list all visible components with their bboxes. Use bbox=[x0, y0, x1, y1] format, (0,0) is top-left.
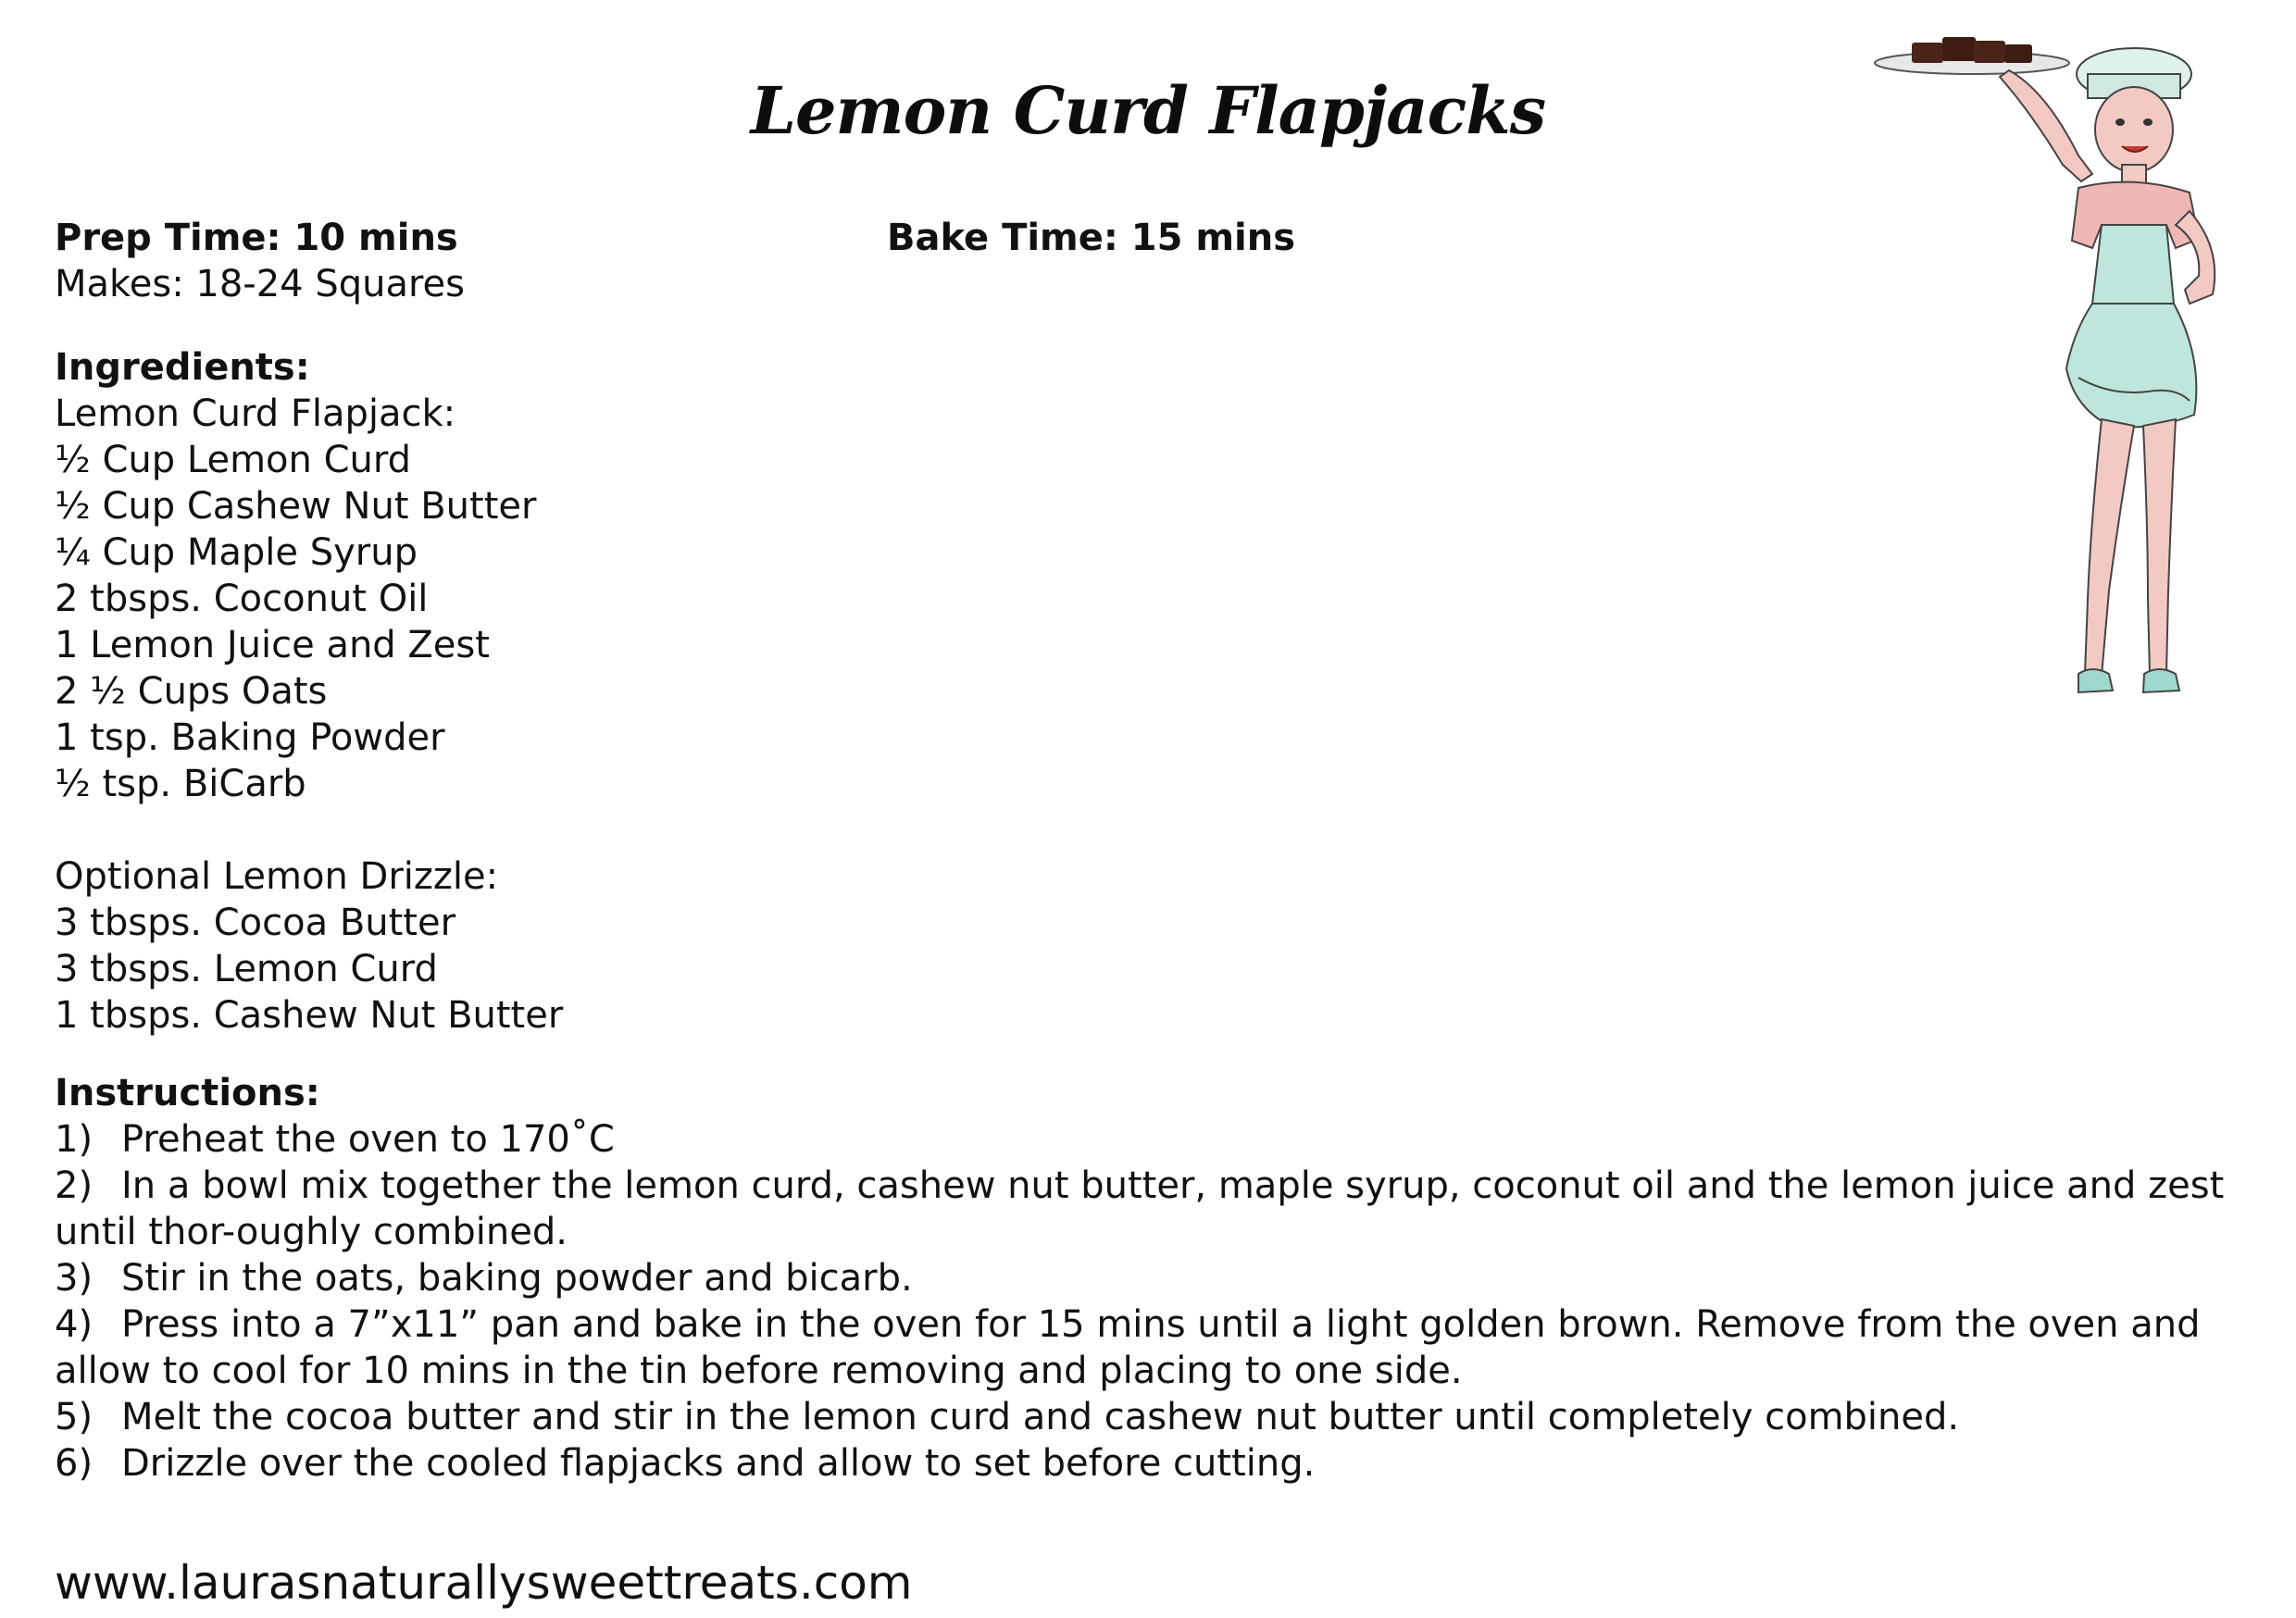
drizzle-item: 3 tbsps. Lemon Curd bbox=[55, 948, 438, 990]
step-number: 5) bbox=[55, 1396, 94, 1438]
instruction-step bbox=[55, 1301, 2267, 1394]
drizzle-subheading: Optional Lemon Drizzle: bbox=[55, 855, 499, 898]
step-text: Drizzle over the cooled flapjacks and allow to set before cutting. bbox=[121, 1442, 1316, 1485]
drizzle-item: 3 tbsps. Cocoa Butter bbox=[55, 902, 456, 944]
brownie-icon bbox=[1974, 41, 2005, 63]
step-text: Press into a 7”x11” pan and bake in the oven for 15 mins until a light golden brown. Remove from the oven and allow to cool for 10 mins in the tin before removing and placing to one side. bbox=[55, 1303, 2201, 1392]
ingredients-heading: Ingredients: bbox=[55, 346, 310, 389]
step-text: Stir in the oats, baking powder and bicarb. bbox=[121, 1257, 913, 1300]
step-text: Melt the cocoa butter and stir in the lemon curd and cashew nut butter until completely combined. bbox=[121, 1396, 1960, 1438]
brownie-icon bbox=[1942, 37, 1976, 61]
recipe-title: Lemon Curd Flapjacks bbox=[750, 72, 1546, 149]
ingredient-item: 2 tbsps. Coconut Oil bbox=[55, 578, 429, 620]
website-url: www.laurasnaturallysweettreats.com bbox=[55, 1556, 913, 1610]
ingredient-item: 1 tsp. Baking Powder bbox=[55, 716, 445, 759]
instruction-step bbox=[55, 1394, 2267, 1440]
step-text: Preheat the oven to 170˚C bbox=[121, 1118, 615, 1161]
step-number: 6) bbox=[55, 1442, 94, 1485]
instruction-step bbox=[55, 1255, 2267, 1301]
ingredient-item: ½ Cup Cashew Nut Butter bbox=[55, 485, 537, 528]
prep-time: Prep Time: 10 mins bbox=[55, 217, 458, 259]
instruction-step bbox=[55, 1440, 2267, 1487]
step-number: 1) bbox=[55, 1118, 94, 1161]
makes: Makes: 18-24 Squares bbox=[55, 263, 466, 305]
brownie-icon bbox=[1912, 43, 1943, 63]
drizzle-item: 1 tbsps. Cashew Nut Butter bbox=[55, 994, 564, 1037]
step-text: In a bowl mix together the lemon curd, cashew nut butter, maple syrup, coconut oil and the lemon juice and zest until thor-oughly combined. bbox=[55, 1164, 2225, 1253]
instructions-heading: Instructions: bbox=[55, 1072, 320, 1114]
ingredient-item: 2 ½ Cups Oats bbox=[55, 670, 328, 713]
bake-time: Bake Time: 15 mins bbox=[887, 217, 1296, 259]
baker-illustration bbox=[1870, 26, 2296, 711]
ingredient-item: ½ Cup Lemon Curd bbox=[55, 439, 411, 481]
ingredient-item: 1 Lemon Juice and Zest bbox=[55, 624, 490, 666]
instruction-step bbox=[55, 1116, 2267, 1163]
step-number: 2) bbox=[55, 1164, 94, 1207]
step-number: 4) bbox=[55, 1303, 94, 1346]
brownie-icon bbox=[2004, 44, 2032, 63]
instructions-list bbox=[55, 1116, 2267, 1487]
instruction-step bbox=[55, 1163, 2267, 1255]
ingredient-item: ¼ Cup Maple Syrup bbox=[55, 531, 418, 574]
ingredient-item: ½ tsp. BiCarb bbox=[55, 763, 306, 805]
flapjack-subheading: Lemon Curd Flapjack: bbox=[55, 392, 456, 435]
step-number: 3) bbox=[55, 1257, 94, 1300]
